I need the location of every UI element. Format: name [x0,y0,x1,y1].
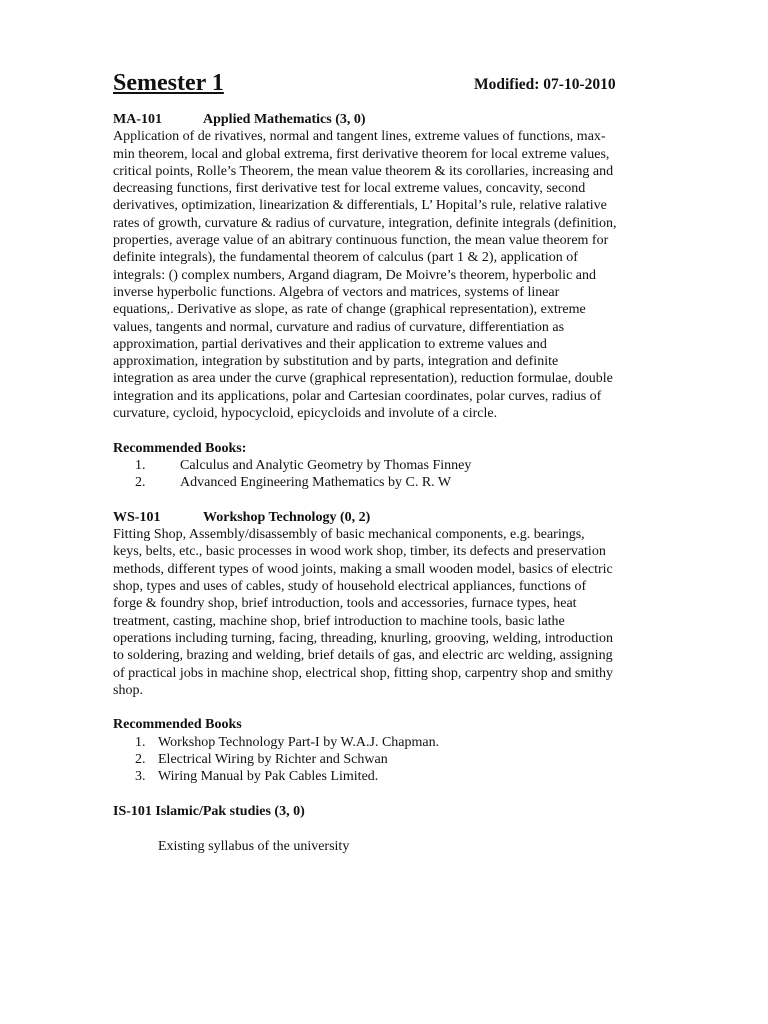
book-item [113,734,658,751]
description-line: values, tangents and normal, curvature and radius of curvature, differentiation as [113,319,565,335]
description-line: definite integrals), the fundamental theorem of calculus (part 1 & 2), application of [113,250,578,266]
book-number: 1. [135,734,146,750]
course-title: Applied Mathematics (3, 0) [203,112,366,127]
book-item [113,751,658,768]
book-item [113,474,658,491]
book-title: Workshop Technology Part-I by W.A.J. Chapman. [158,734,440,750]
course-heading-ws101 [113,509,658,526]
book-item [113,768,658,785]
description-line: properties, average value of an abitrary continuous function, the mean value theorem for [113,233,609,249]
description-line: decreasing functions, first derivative test for local extreme values, concavity, second [113,181,586,197]
book-item [113,457,658,474]
book-title: Advanced Engineering Mathematics by C. R. W [180,475,452,491]
course-code: MA-101 [113,112,162,127]
syllabus-page [113,66,658,855]
description-line: Application of de rivatives, normal and tangent lines, extreme values of functions, max- [113,129,606,145]
description-line: derivatives, optimization, linearization & differentials, L’ Hopital’s rule, relative ralative [113,198,607,214]
book-title: Calculus and Analytic Geometry by Thomas Finney [180,457,472,473]
book-number: 1. [135,457,146,473]
modified-date: Modified: 07-10-2010 [474,76,616,93]
book-list-ws101 [113,734,658,786]
course-code: WS-101 [113,509,161,525]
description-line: rates of growth, curvature & radius of curvature, integration, definite integrals (definition, [113,215,617,231]
book-number: 3. [135,769,146,785]
course-description-ma101 [113,128,658,422]
description-line: to soldering, brazing and welding, brief details of gas, and electric arc welding, assigning [113,648,613,664]
books-heading-ws101: Recommended Books [113,717,242,733]
description-line: min theorem, local and global extrema, first derivative theorem for local extreme values, [113,146,610,162]
description-line: shop. [113,682,143,698]
description-line: operations including turning, facing, threading, knurling, grooving, welding, introduction [113,630,614,646]
description-line: approximation, integration by substitution and by parts, integration and definite [113,354,559,370]
book-title: Wiring Manual by Pak Cables Limited. [158,769,379,785]
description-line: curvature, cycloid, hypocycloid, epicycloids and involute of a circle. [113,406,498,422]
description-line: forge & foundry shop, brief introduction, tools and accessories, furnace types, heat [113,596,577,612]
course-note-is101: Existing syllabus of the university [158,839,350,855]
page-title: Semester 1 [113,70,224,96]
book-number: 2. [135,751,146,767]
description-line: integrals: () complex numbers, Argand diagram, De Moivre’s theorem, hyperbolic and [113,267,596,283]
course-description-ws101 [113,526,658,699]
page-header [113,66,658,102]
description-line: equations,. Derivative as slope, as rate of change (graphical representation), extreme [113,302,586,318]
description-line: keys, belts, etc., basic processes in wood work shop, timber, its defects and preservation [113,544,606,560]
description-line: critical points, Rolle’s Theorem, the mean value theorem & its corollaries, increasing and [113,163,614,179]
description-line: integration as area under the curve (graphical representation), reduction formulae, double [113,371,613,387]
course-title: Workshop Technology (0, 2) [203,509,371,525]
description-line: methods, different types of wood joints, making a small wooden model, basics of electric [113,561,613,577]
description-line: approximation, partial derivatives and their application to extreme values and [113,336,547,352]
description-line: inverse hyperbolic functions. Algebra of vectors and matrices, systems of linear [113,284,560,300]
description-line: Fitting Shop, Assembly/disassembly of basic mechanical components, e.g. bearings, [113,527,585,543]
book-number: 2. [135,475,146,491]
book-list-ma101 [113,457,658,492]
description-line: of practical jobs in machine shop, electrical shop, fitting shop, carpentry shop and smithy [113,665,613,681]
course-heading-ma101 [113,111,658,128]
book-title: Electrical Wiring by Richter and Schwan [158,751,388,767]
course-heading-is101: IS-101 Islamic/Pak studies (3, 0) [113,803,305,819]
description-line: shop, types and uses of cables, study of household electrical appliances, functions of [113,579,587,595]
description-line: treatment, casting, machine shop, brief introduction to machine tools, basic lathe [113,613,565,629]
description-line: integration and its applications, polar and Cartesian coordinates, polar curves, radius of [113,388,602,404]
books-heading-ma101: Recommended Books: [113,440,247,456]
